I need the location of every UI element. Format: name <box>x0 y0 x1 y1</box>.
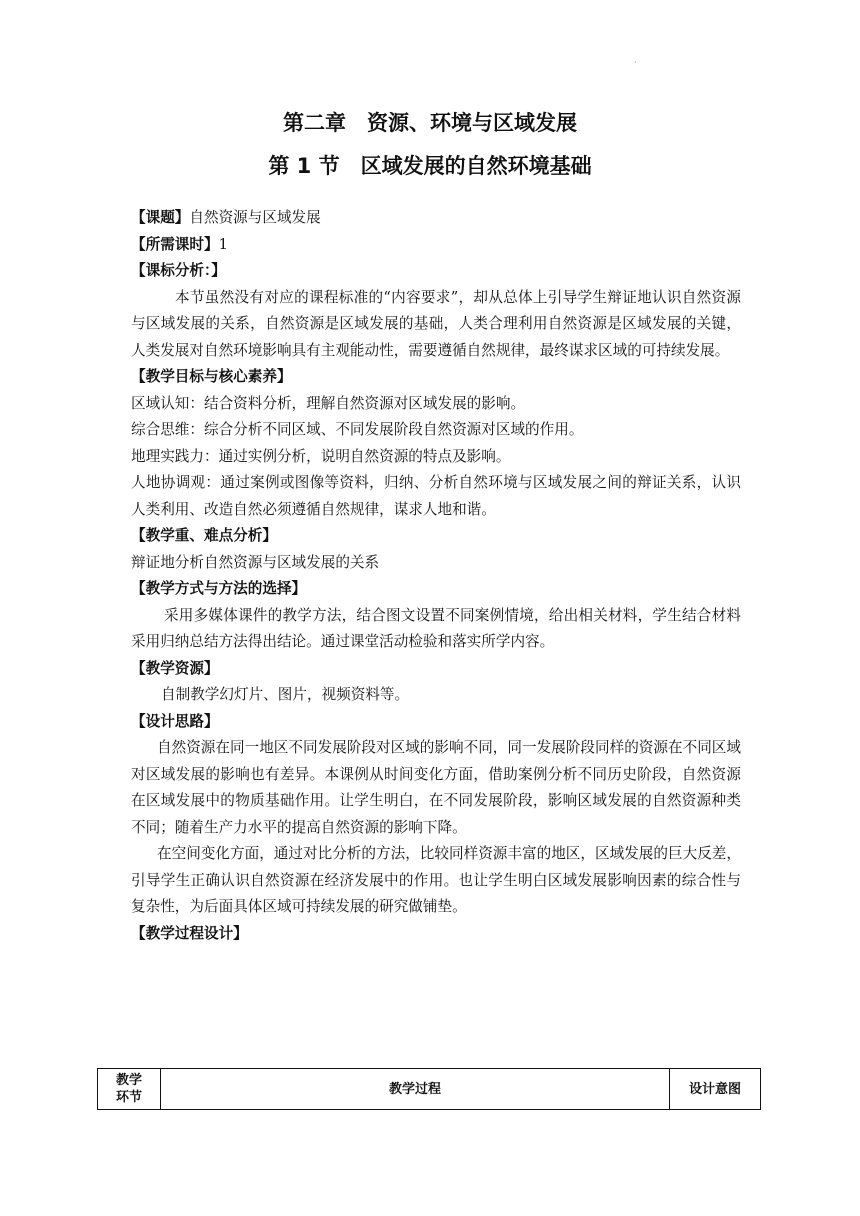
methods-text: 采用多媒体课件的教学方法，结合图文设置不同案例情境，给出相关材料，学生结合材料采用归纳总结方法得出结论。通过课堂活动检验和落实所学内容。 <box>131 606 741 650</box>
column-header-intent: 设计意图 <box>670 1069 761 1110</box>
standard-analysis-heading: 【课标分析：】 <box>131 262 226 279</box>
objectives-heading: 【教学目标与核心素养】 <box>131 368 292 385</box>
resources-text: 自制教学幻灯片、图片，视频资料等。 <box>161 686 410 703</box>
topic-label: 【课题】 <box>131 209 190 226</box>
hours-label: 【所需课时】 <box>131 235 219 253</box>
design-paragraph-space: 在空间变化方面，通过对比分析的方法，比较同样资源丰富的地区，区域发展的巨大反差，引导学生正确认识自然资源在经济发展中的作用。也让学生明白区域发展影响因素的综合性与复杂性，为后面具体区域可持续发展的研究做铺垫。 <box>131 845 741 915</box>
hours-line <box>131 232 741 259</box>
section-title: 第 1 节 区域发展的自然环境基础 <box>268 154 592 178</box>
column-header-stage-label: 教学 环节 <box>115 1073 142 1105</box>
key-points-heading: 【教学重、难点分析】 <box>131 527 277 544</box>
methods-heading: 【教学方式与方法的选择】 <box>131 580 307 597</box>
process-heading: 【教学过程设计】 <box>131 924 248 942</box>
column-header-process: 教学过程 <box>161 1069 670 1110</box>
standard-analysis-text: 本节虽然没有对应的课程标准的“内容要求”，却从总体上引导学生辩证地认识自然资源与区域发展的关系，自然资源是区域发展的基础，人类合理利用自然资源是区域发展的关键，人类发展对自然环境影响具有主观能动性，需要遵循自然规律，最终谋求区域的可持续发展。 <box>131 288 741 359</box>
page-dot-mark: · <box>634 58 637 67</box>
topic-value: 自然资源与区域发展 <box>189 209 321 226</box>
objective-regional-cognition: 区域认知：结合资料分析，理解自然资源对区域发展的影响。 <box>131 394 526 412</box>
objective-human-earth-harmony: 人地协调观：通过案例或图像等资料，归纳、分析自然环境与区域发展之间的辩证关系，认识人类利用、改造自然必须遵循自然规律，谋求人地和谐。 <box>131 474 741 518</box>
teaching-process-table <box>97 1068 761 1110</box>
topic-line <box>131 205 741 232</box>
document-body <box>131 205 741 947</box>
design-heading: 【设计思路】 <box>131 712 219 730</box>
chapter-title: 第二章 资源、环境与区域发展 <box>283 111 577 135</box>
objective-integrated-thinking: 综合思维：综合分析不同区域、不同发展阶段自然资源对区域的作用。 <box>131 421 584 438</box>
column-header-stage <box>98 1069 161 1110</box>
objective-geographic-practice: 地理实践力：通过实例分析，说明自然资源的特点及影响。 <box>131 447 511 465</box>
key-points-text: 辩证地分析自然资源与区域发展的关系 <box>131 553 380 571</box>
hours-value: 1 <box>218 235 228 253</box>
table-header-row <box>98 1069 761 1110</box>
design-paragraph-time: 自然资源在同一地区不同发展阶段对区域的影响不同，同一发展阶段同样的资源在不同区域对区域发展的影响也有差异。本课例从时间变化方面，借助案例分析不同历史阶段，自然资源在区域发展中的物质基础作用。让学生明白，在不同发展阶段，影响区域发展的自然资源种类不同；随着生产力水平的提高自然资源的影响下降。 <box>131 739 741 836</box>
resources-heading: 【教学资源】 <box>131 659 219 677</box>
